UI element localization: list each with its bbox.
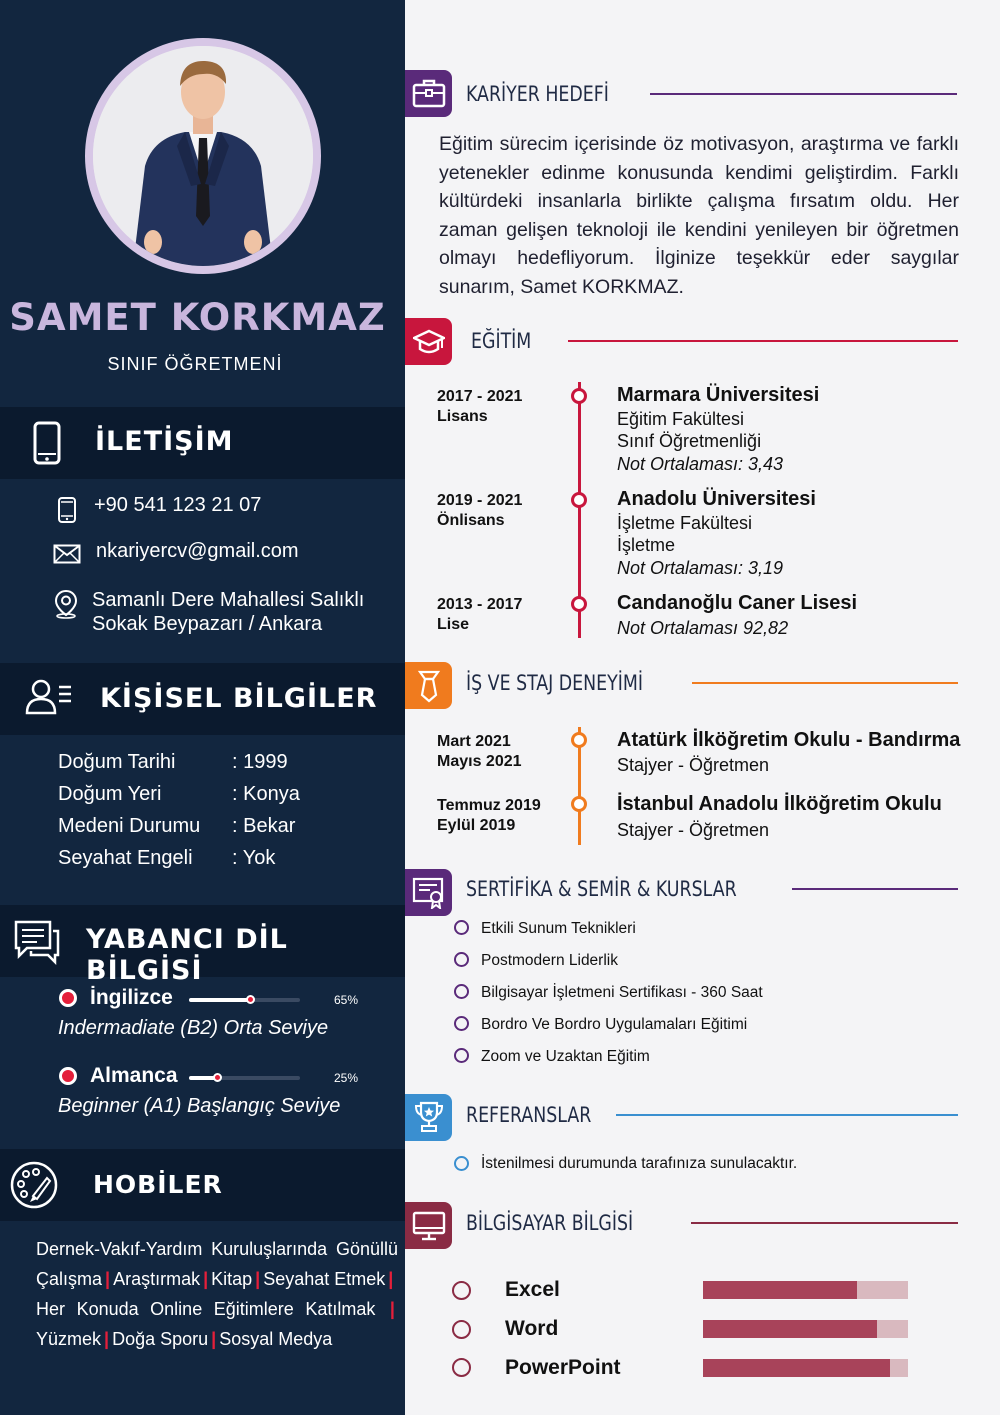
certificate-item: Etkili Sunum Teknikleri xyxy=(481,920,636,937)
personal-label: Doğum Tarihi xyxy=(58,751,176,773)
smartphone-icon xyxy=(33,421,61,465)
career-tab xyxy=(405,70,452,117)
experience-heading: İŞ VE STAJ DENEYİMİ xyxy=(466,671,643,695)
education-degree: Lisans xyxy=(437,408,488,425)
hobby-separator: | xyxy=(105,1269,111,1289)
graduation-cap-icon xyxy=(413,328,445,356)
education-faculty: İşletme Fakültesi xyxy=(617,513,753,533)
hobby-text: Kuruluşlarında xyxy=(211,1239,328,1259)
hobbies-heading: HOBİLER xyxy=(93,1170,223,1199)
personal-value: : 1999 xyxy=(232,751,288,773)
language-percent-german: 25% xyxy=(334,1071,359,1085)
personal-value: : Konya xyxy=(232,783,300,805)
language-level-english: Indermadiate (B2) Orta Seviye xyxy=(58,1017,329,1039)
skill-bar-excel xyxy=(703,1281,908,1299)
monitor-icon xyxy=(412,1211,446,1241)
hobby-text: Araştırmak xyxy=(113,1269,201,1289)
timeline-dot xyxy=(571,492,587,508)
education-school: Marmara Üniversitesi xyxy=(617,384,820,406)
hobby-separator: | xyxy=(211,1329,217,1349)
language-progress-knob xyxy=(246,995,255,1004)
hobby-text: Sosyal Medya xyxy=(219,1329,333,1349)
language-percent-english: 65% xyxy=(334,993,359,1007)
personal-value: : Yok xyxy=(232,847,276,869)
education-gpa: Not Ortalaması: 3,43 xyxy=(617,454,784,474)
language-progress-german xyxy=(189,1076,300,1080)
education-years: 2017 - 2021 xyxy=(437,388,523,405)
hobby-text: Kitap xyxy=(211,1269,253,1289)
education-faculty: Eğitim Fakültesi xyxy=(617,409,745,429)
hobbies-line-2 xyxy=(36,1269,398,1290)
briefcase-icon xyxy=(412,78,446,108)
personal-header xyxy=(0,663,405,735)
certificate-bullet xyxy=(454,920,469,935)
education-gpa: Not Ortalaması: 3,19 xyxy=(617,558,784,578)
computer-divider xyxy=(691,1222,958,1224)
hobby-separator: | xyxy=(388,1269,394,1289)
sidebar xyxy=(0,0,405,1415)
hobby-text: Konuda xyxy=(76,1299,139,1319)
hobby-text: Katılmak xyxy=(305,1299,376,1319)
certificates-tab xyxy=(405,869,452,916)
language-name-german: Almanca xyxy=(90,1064,178,1087)
education-department: İşletme xyxy=(617,535,676,555)
references-divider xyxy=(616,1114,958,1116)
certificate-item: Postmodern Liderlik xyxy=(481,952,618,969)
skill-name-powerpoint: PowerPoint xyxy=(505,1356,621,1379)
experience-role: Stajyer - Öğretmen xyxy=(617,820,770,840)
certificate-item: Zoom ve Uzaktan Eğitim xyxy=(481,1048,650,1065)
hobby-text: Seyahat Etmek xyxy=(263,1269,386,1289)
language-name-english: İngilizce xyxy=(90,986,173,1009)
skill-bar-word xyxy=(703,1320,908,1338)
language-progress-english xyxy=(189,998,300,1002)
hobby-text: Doğa Sporu xyxy=(112,1329,209,1349)
hobby-separator: | xyxy=(104,1329,110,1349)
experience-start: Mart 2021 xyxy=(437,733,511,750)
hobbies-line-1 xyxy=(36,1239,398,1260)
skill-bullet xyxy=(452,1320,471,1339)
contact-address-line1: Samanlı Dere Mahallesi Salıklı xyxy=(92,589,365,611)
personal-label: Doğum Yeri xyxy=(58,783,162,805)
languages-header xyxy=(0,905,405,986)
education-tab xyxy=(405,318,452,365)
certificate-item: Bilgisayar İşletmeni Sertifikası - 360 Saat xyxy=(481,984,763,1001)
career-divider xyxy=(650,93,957,95)
hobby-separator: | xyxy=(389,1299,395,1319)
education-degree: Önlisans xyxy=(437,512,505,529)
certificate-bullet xyxy=(454,1048,469,1063)
contact-phone: +90 541 123 21 07 xyxy=(94,494,262,516)
skill-bar-powerpoint xyxy=(703,1359,908,1377)
certificate-bullet xyxy=(454,1016,469,1031)
career-summary: Eğitim sürecim içerisinde öz motivasyon, araştırma ve farklı yetenekler edinme konusunda kendimi geliştirdim. Farklı kültürdeki insanlarla birlikte çalışma fırsatım oldu. Her zaman gelişen teknoloji ile kendini yenileyen bir öğretmen olmayı hedefliyorum. İlginize teşekkür eder saygılar sunarım, Samet KORKMAZ. xyxy=(439,133,959,298)
language-progress-fill xyxy=(189,998,250,1002)
hobby-separator: | xyxy=(203,1269,209,1289)
education-years: 2013 - 2017 xyxy=(437,596,523,613)
experience-role: Stajyer - Öğretmen xyxy=(617,755,770,775)
personal-label: Seyahat Engeli xyxy=(58,847,193,869)
hobby-text: Çalışma xyxy=(36,1269,103,1289)
computer-tab xyxy=(405,1202,452,1249)
hobby-text: Her xyxy=(36,1299,66,1319)
references-text: İstenilmesi durumunda tarafınıza sunulacaktır. xyxy=(481,1155,798,1172)
tie-icon xyxy=(417,669,441,703)
hobby-text: Yüzmek xyxy=(36,1329,102,1349)
references-tab xyxy=(405,1094,452,1141)
contact-heading: İLETİŞİM xyxy=(95,426,234,457)
skill-bar-fill xyxy=(703,1359,890,1377)
palette-icon xyxy=(9,1160,59,1210)
personal-label: Medeni Durumu xyxy=(58,815,201,837)
education-divider xyxy=(568,340,958,342)
timeline-dot xyxy=(571,388,587,404)
trophy-icon xyxy=(413,1100,445,1134)
language-bullet xyxy=(59,1067,77,1085)
hobby-text: Gönüllü xyxy=(335,1239,398,1259)
experience-place: Atatürk İlköğretim Okulu - Bandırma xyxy=(617,729,961,751)
location-pin-icon xyxy=(54,589,78,619)
contact-email: nkariyercv@gmail.com xyxy=(96,540,299,562)
experience-start: Temmuz 2019 xyxy=(437,797,541,814)
email-icon xyxy=(53,544,81,564)
education-gpa: Not Ortalaması 92,82 xyxy=(617,618,789,638)
contact-header xyxy=(0,407,405,479)
experience-end: Eylül 2019 xyxy=(437,817,516,834)
hobby-separator: | xyxy=(255,1269,261,1289)
profile-name: SAMET KORKMAZ xyxy=(9,296,386,339)
references-heading: REFERANSLAR xyxy=(466,1103,592,1127)
language-level-german: Beginner (A1) Başlangıç Seviye xyxy=(58,1095,341,1117)
certificate-bullet xyxy=(454,952,469,967)
contact-address-line2: Sokak Beypazarı / Ankara xyxy=(92,613,323,635)
experience-place: İstanbul Anadolu İlköğretim Okulu xyxy=(617,793,942,815)
education-degree: Lise xyxy=(437,616,470,633)
hobbies-line-3 xyxy=(36,1299,398,1320)
personal-heading: KİŞİSEL BİLGİLER xyxy=(100,683,378,714)
certificates-heading: SERTİFİKA & SEMİR & KURSLAR xyxy=(466,877,737,901)
skill-name-word: Word xyxy=(505,1317,559,1340)
reference-bullet xyxy=(454,1156,469,1171)
education-heading: EĞİTİM xyxy=(471,329,532,353)
hobbies-line-4 xyxy=(36,1329,398,1350)
skill-bar-fill xyxy=(703,1281,857,1299)
timeline-dot xyxy=(571,796,587,812)
experience-tab xyxy=(405,662,452,709)
education-years: 2019 - 2021 xyxy=(437,492,523,509)
language-progress-knob xyxy=(213,1073,222,1082)
personal-value: : Bekar xyxy=(232,815,296,837)
hobby-text: Online xyxy=(150,1299,203,1319)
phone-icon xyxy=(57,496,77,524)
language-bullet xyxy=(59,989,77,1007)
profile-title: SINIF ÖĞRETMENİ xyxy=(107,354,283,374)
education-school: Anadolu Üniversitesi xyxy=(617,488,816,510)
career-heading: KARİYER HEDEFİ xyxy=(466,82,609,106)
experience-divider xyxy=(692,682,958,684)
hobby-text: Eğitimlere xyxy=(213,1299,294,1319)
skill-bar-fill xyxy=(703,1320,877,1338)
skill-bullet xyxy=(452,1358,471,1377)
user-list-icon xyxy=(25,679,73,715)
hobbies-header xyxy=(0,1149,405,1221)
education-department: Sınıf Öğretmenliği xyxy=(617,431,762,451)
certificate-bullet xyxy=(454,984,469,999)
education-school: Candanoğlu Caner Lisesi xyxy=(617,592,858,614)
hobby-text: Dernek-Vakıf-Yardım xyxy=(36,1239,203,1259)
certificate-item: Bordro Ve Bordro Uygulamaları Eğitimi xyxy=(481,1016,748,1033)
timeline-dot xyxy=(571,732,587,748)
profile-photo xyxy=(93,46,313,266)
languages-heading: YABANCI DİL BİLGİSİ xyxy=(86,924,288,986)
certificate-icon xyxy=(412,877,446,909)
experience-end: Mayıs 2021 xyxy=(437,753,522,770)
skill-bullet xyxy=(452,1281,471,1300)
timeline-dot xyxy=(571,596,587,612)
skill-name-excel: Excel xyxy=(505,1278,560,1301)
chat-bubbles-icon xyxy=(13,919,61,965)
computer-heading: BİLGİSAYAR BİLGİSİ xyxy=(466,1211,634,1235)
certificates-divider xyxy=(792,888,958,890)
